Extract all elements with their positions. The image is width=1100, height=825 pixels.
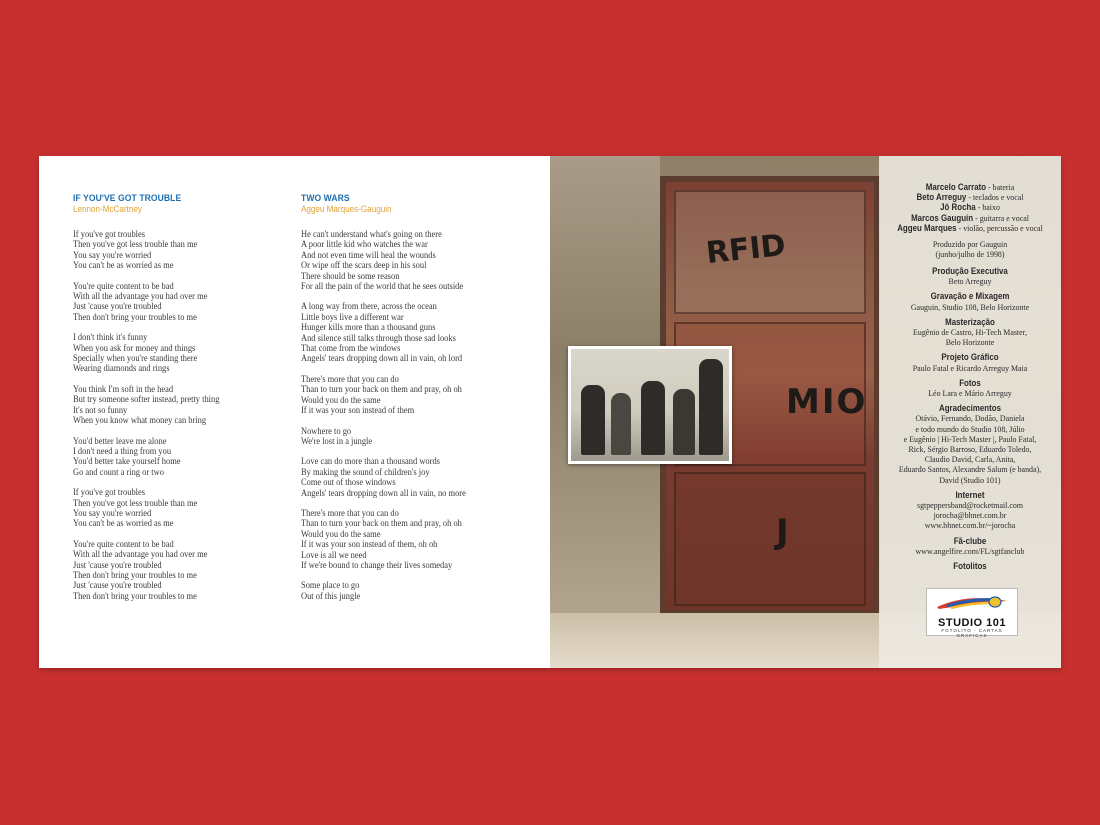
lyric-line: Wearing diamonds and rings bbox=[73, 364, 170, 375]
stanza bbox=[301, 427, 531, 448]
lyric-line: With all the advantage you had over me bbox=[73, 550, 208, 561]
lyric-line: And not even time will heal the wounds bbox=[301, 250, 436, 261]
lyric-line: There's more that you can do bbox=[301, 374, 399, 385]
credit-heading: Agradecimentos bbox=[938, 403, 1002, 414]
lyric-line: Would you do the same bbox=[301, 395, 381, 406]
member-name: Aggeu Marques bbox=[897, 222, 957, 233]
stanza bbox=[73, 333, 293, 375]
lyric-line: I don't think it's funny bbox=[73, 333, 148, 344]
lyric-line: You think I'm soft in the head bbox=[73, 384, 174, 395]
lyric-line: When you know what money can bring bbox=[73, 416, 207, 427]
credit-sections bbox=[879, 266, 1061, 576]
graffiti-tag: RFID bbox=[704, 227, 788, 272]
band-member-figure bbox=[581, 385, 605, 455]
lyric-line: Hunger kills more than a thousand guns bbox=[301, 323, 436, 334]
member-role: - bateria bbox=[986, 182, 1015, 192]
lyric-line: I don't need a thing from you bbox=[73, 446, 172, 457]
lyric-line: But try someone softer instead, pretty thing bbox=[73, 395, 220, 406]
lyric-line: That come from the windows bbox=[301, 344, 401, 355]
credit-line: Gauguin, Studio 108, Belo Horizonte bbox=[910, 301, 1030, 312]
lyric-line: Nowhere to go bbox=[301, 426, 352, 437]
member-role: - baixo bbox=[975, 202, 1000, 213]
lyric-line: By making the sound of children's joy bbox=[301, 467, 430, 478]
song-two-wars bbox=[301, 193, 531, 612]
lyric-line: Specially when you're standing there bbox=[73, 354, 198, 365]
credit-section bbox=[879, 266, 1061, 286]
lyric-line: It's not so funny bbox=[73, 405, 128, 416]
credit-line: Eduardo Santos, Alexandre Salum (e banda), bbox=[898, 464, 1042, 475]
band-member-figure bbox=[699, 359, 723, 455]
lyric-line: Little boys live a different war bbox=[301, 312, 404, 323]
member-name: Marcos Gauguin bbox=[911, 212, 974, 223]
lyric-line: If it was your son instead of them bbox=[301, 406, 415, 417]
band-photo bbox=[568, 346, 732, 464]
lyric-line: Go and count a ring or two bbox=[73, 467, 164, 478]
stanza bbox=[301, 509, 531, 571]
stanza bbox=[301, 375, 531, 417]
logo-subtitle: FOTOLITO · CARTAS GRÁFICAS bbox=[941, 628, 1003, 638]
door-panel bbox=[674, 472, 866, 606]
credit-line: jorocha@bhnet.com.br bbox=[933, 510, 1007, 521]
song-lyrics bbox=[301, 230, 531, 602]
band-members bbox=[879, 182, 1061, 233]
credit-line: Claudio David, Carla, Anita, bbox=[924, 454, 1016, 465]
lyrics-page bbox=[39, 156, 550, 668]
lyric-line: You say you're worried bbox=[73, 508, 152, 519]
stanza bbox=[73, 437, 293, 479]
credit-line: Beto Arreguy bbox=[948, 276, 992, 287]
credit-line: www.angelfire.com/FL/sgtfanclub bbox=[915, 545, 1025, 556]
credit-line: Rick, Sérgio Barroso, Eduardo Toledo, bbox=[908, 444, 1032, 455]
credit-section bbox=[879, 317, 1061, 348]
stanza bbox=[301, 457, 531, 499]
lyric-line: For all the pain of the world that he sees outside bbox=[301, 282, 464, 293]
song-if-youve-got-trouble bbox=[73, 193, 293, 612]
lyric-line: You can't be as worried as me bbox=[73, 519, 174, 530]
lyric-line: If you've got troubles bbox=[73, 230, 146, 240]
credit-heading: Fotolitos bbox=[953, 561, 987, 572]
song-author: Lennon-McCartney bbox=[73, 204, 142, 214]
stanza bbox=[73, 488, 293, 530]
song-title: IF YOU'VE GOT TROUBLE bbox=[73, 193, 182, 204]
credit-heading: Gravação e Mixagem bbox=[930, 291, 1010, 302]
stanza bbox=[73, 282, 293, 324]
graffiti-tag: MIO bbox=[786, 382, 868, 422]
lyric-line: There should be some reason bbox=[301, 271, 400, 282]
lyric-line: Than to turn your back on them and pray, oh oh bbox=[301, 385, 462, 396]
credit-line: e Eugênio | Hi-Tech Master |, Paulo Fatal, bbox=[903, 433, 1037, 444]
lyric-line: Some place to go bbox=[301, 581, 360, 592]
feather-icon bbox=[927, 589, 1017, 619]
lyric-line: Love is all we need bbox=[301, 550, 367, 561]
song-lyrics bbox=[73, 230, 293, 602]
credit-section bbox=[879, 378, 1061, 398]
credit-heading: Fotos bbox=[959, 377, 981, 388]
song-title: TWO WARS bbox=[301, 193, 350, 204]
lyric-line: You'd better take yourself home bbox=[73, 457, 181, 468]
band-member-credit bbox=[888, 213, 1052, 223]
lyric-line: You can't be as worried as me bbox=[73, 261, 174, 272]
cd-booklet-spread bbox=[39, 156, 1061, 668]
lyric-line: Then you've got less trouble than me bbox=[73, 240, 198, 251]
credit-section bbox=[879, 536, 1061, 556]
credit-line: Paulo Fatal e Ricardo Arreguy Maia bbox=[912, 362, 1028, 373]
band-member-credit bbox=[888, 202, 1052, 212]
lyric-line: Then you've got less trouble than me bbox=[73, 498, 198, 509]
member-role: - guitarra e vocal bbox=[973, 212, 1029, 223]
credit-section bbox=[879, 403, 1061, 485]
logo-name: STUDIO 101 bbox=[938, 617, 1006, 629]
stanza bbox=[301, 581, 531, 602]
credit-section bbox=[879, 490, 1061, 531]
producer-credit: Produzido por Gauguin (junho/julho de 1998) bbox=[932, 239, 1008, 260]
member-name: Beto Arreguy bbox=[916, 192, 967, 203]
stanza bbox=[73, 230, 293, 272]
lyric-line: Then don't bring your troubles to me bbox=[73, 570, 197, 581]
lyric-line: Would you do the same bbox=[301, 529, 381, 540]
lyric-line: You'd better leave me alone bbox=[73, 436, 167, 447]
lyric-line: If it was your son instead of them, oh oh bbox=[301, 540, 438, 551]
lyric-line: There's more that you can do bbox=[301, 508, 399, 519]
stanza bbox=[301, 230, 531, 292]
band-member-credit bbox=[888, 182, 1052, 192]
lyric-line: We're lost in a jungle bbox=[301, 436, 373, 447]
credit-heading: Projeto Gráfico bbox=[941, 352, 999, 363]
credit-line: www.bhnet.com.br/~jorocha bbox=[924, 520, 1016, 531]
member-role: - teclados e vocal bbox=[966, 192, 1024, 203]
lyric-line: Love can do more than a thousand words bbox=[301, 457, 440, 468]
lyric-line: A poor little kid who watches the war bbox=[301, 240, 428, 251]
credit-heading: Internet bbox=[955, 489, 985, 500]
member-role: - violão, percussão e vocal bbox=[956, 222, 1043, 233]
band-member-credit bbox=[888, 192, 1052, 202]
credit-section bbox=[879, 352, 1061, 372]
lyric-line: Then don't bring your troubles to me bbox=[73, 591, 197, 602]
lyric-line: You say you're worried bbox=[73, 250, 152, 261]
lyric-line: He can't understand what's going on there bbox=[301, 230, 442, 240]
lyric-line: Just 'cause you're troubled bbox=[73, 560, 162, 571]
lyric-line: Or wipe off the scars deep in his soul bbox=[301, 261, 427, 272]
lyric-line: And silence still talks through those sad looks bbox=[301, 333, 456, 344]
credit-heading: Fã-clube bbox=[953, 535, 987, 546]
credit-line: David (Studio 101) bbox=[939, 474, 1001, 485]
band-member-figure bbox=[611, 393, 631, 455]
graffiti-tag: J bbox=[776, 512, 789, 552]
credit-line: e todo mundo do Studio 108, Júlio bbox=[915, 423, 1025, 434]
credit-line: sgtpeppersband@rocketmail.com bbox=[916, 500, 1024, 511]
song-author: Aggeu Marques-Gauguin bbox=[301, 204, 392, 214]
lyric-line: If we're bound to change their lives someday bbox=[301, 560, 453, 571]
lyric-line: Out of this jungle bbox=[301, 591, 361, 602]
band-member-figure bbox=[641, 381, 665, 455]
lyric-line: Come out of those windows bbox=[301, 478, 396, 489]
credit-line: Otávio, Fernando, Dodão, Daniela bbox=[915, 413, 1025, 424]
member-name: Jô Rocha bbox=[940, 202, 976, 213]
stanza bbox=[73, 385, 293, 427]
credit-line: Belo Horizonte bbox=[945, 337, 995, 348]
stanza bbox=[301, 302, 531, 364]
lyric-line: You're quite content to be bad bbox=[73, 281, 174, 292]
lyric-line: Then don't bring your troubles to me bbox=[73, 312, 197, 323]
lyric-line: Just 'cause you're troubled bbox=[73, 581, 162, 592]
credit-line: Eugênio de Castro, Hi-Tech Master, bbox=[913, 327, 1027, 338]
credit-line: Léo Lara e Mário Arreguy bbox=[928, 388, 1012, 399]
stanza bbox=[73, 540, 293, 602]
credits-panel bbox=[879, 156, 1061, 668]
lyric-line: If you've got troubles bbox=[73, 488, 146, 499]
band-member-figure bbox=[673, 389, 695, 455]
lyric-line: Just 'cause you're troubled bbox=[73, 302, 162, 313]
lyric-line: Angels' tears dropping down all in vain, oh lord bbox=[301, 354, 463, 365]
member-name: Marcelo Carrato bbox=[925, 182, 987, 192]
lyric-line: When you ask for money and things bbox=[73, 343, 196, 354]
photo-page bbox=[550, 156, 1061, 668]
lyric-line: A long way from there, across the ocean bbox=[301, 302, 437, 313]
lyric-line: Angels' tears dropping down all in vain, no more bbox=[301, 488, 466, 499]
lyric-line: With all the advantage you had over me bbox=[73, 292, 208, 303]
studio-101-logo bbox=[926, 588, 1018, 636]
credit-heading: Produção Executiva bbox=[932, 266, 1008, 276]
lyric-line: You're quite content to be bad bbox=[73, 539, 174, 550]
lyric-line: Than to turn your back on them and pray, oh oh bbox=[301, 519, 462, 530]
credit-section bbox=[879, 561, 1061, 571]
band-member-credit bbox=[888, 223, 1052, 233]
credit-heading: Masterização bbox=[945, 316, 995, 327]
credit-section bbox=[879, 291, 1061, 311]
